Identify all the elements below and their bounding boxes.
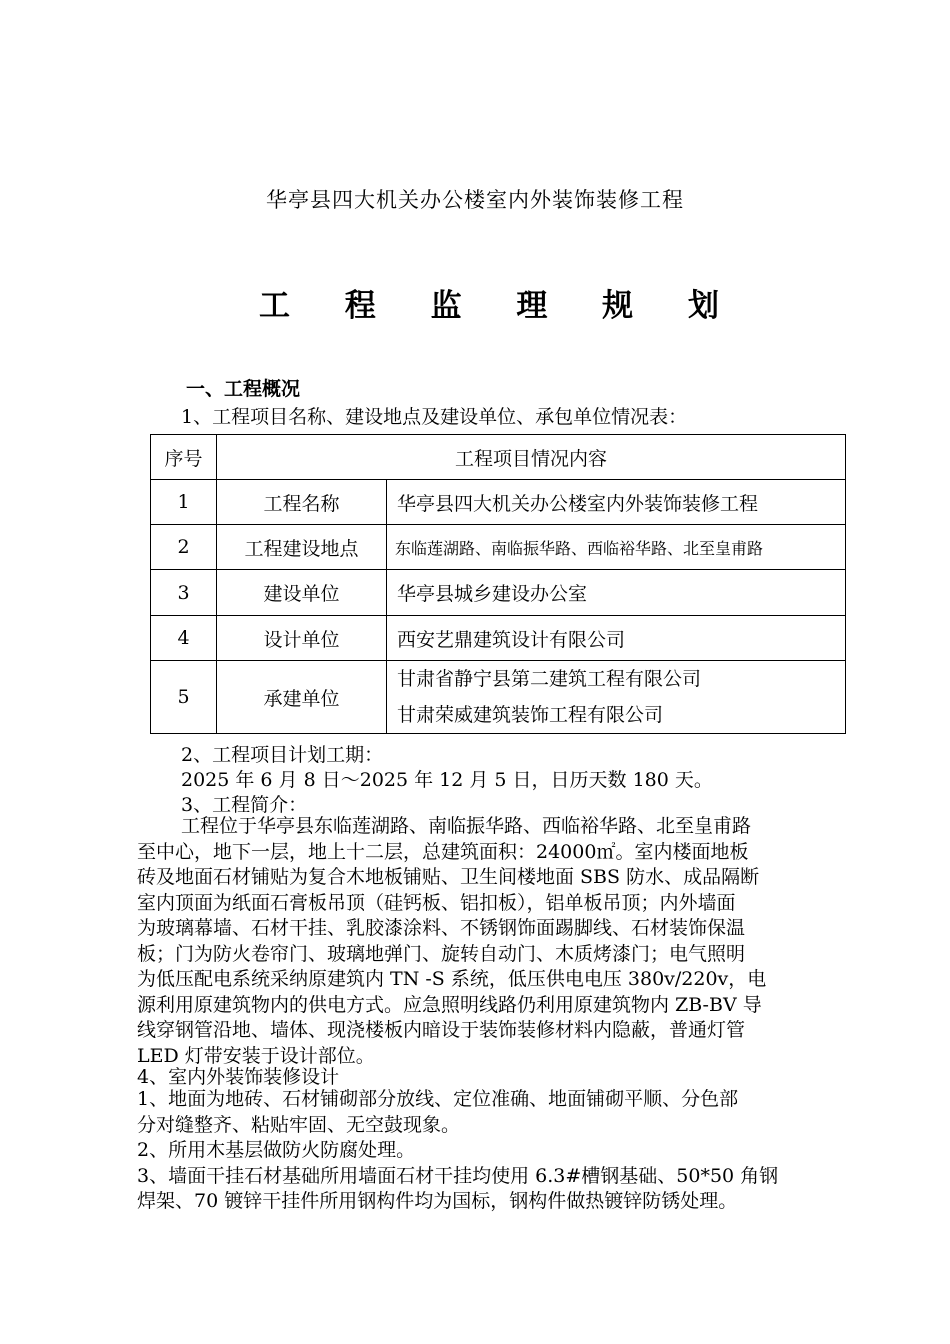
intro-line: 线穿钢管沿地、墙体、现浇楼板内暗设于装饰装修材料内隐蔽，普通灯管: [137, 1019, 746, 1041]
row-value: 华亭县四大机关办公楼室内外装饰装修工程: [387, 480, 846, 525]
header-no: 序号: [151, 435, 217, 480]
intro-line: 工程位于华亭县东临莲湖路、南临振华路、西临裕华路、北至皇甫路: [181, 815, 752, 837]
row-label: 建设单位: [217, 570, 387, 616]
item-3-heading: 3、工程简介：: [181, 794, 308, 816]
intro-paragraph: [137, 814, 859, 1069]
row-value: 华亭县城乡建设办公室: [387, 570, 846, 616]
intro-line: 板；门为防火卷帘门、玻璃地弹门、旋转自动门、木质烤漆门；电气照明: [137, 942, 746, 965]
row-no: 5: [151, 661, 217, 734]
row-no: 3: [151, 570, 217, 616]
item-2-heading: 2、工程项目计划工期：: [181, 744, 384, 766]
row-value: 东临莲湖路、南临振华路、西临裕华路、北至皇甫路: [387, 525, 846, 570]
document-title: 工 程 监 理 规 划: [259, 288, 741, 324]
row-label: 承建单位: [217, 661, 387, 734]
intro-line: 为玻璃幕墙、石材干挂、乳胶漆涂料、不锈钢饰面踢脚线、石材装饰保温: [137, 917, 746, 939]
row-label: 工程建设地点: [217, 525, 387, 570]
table-row: [151, 525, 846, 570]
project-info-table: [150, 434, 846, 734]
intro-line: 源利用原建筑物内的供电方式。应急照明线路仍利用原建筑物内 ZB-BV 导: [137, 993, 762, 1016]
intro-line: LED 灯带安装于设计部位。: [137, 1044, 375, 1067]
design-line: 3、墙面干挂石材基础所用墙面石材干挂均使用 6.3#槽钢基础、50*50 角钢: [137, 1164, 779, 1187]
table-row: [151, 570, 846, 616]
row-label: 工程名称: [217, 480, 387, 525]
item-4-heading: 4、室内外装饰装修设计: [137, 1066, 340, 1088]
intro-line: 为低压配电系统采纳原建筑内 TN -S 系统，低压供电电压 380v/220v，电: [137, 968, 767, 990]
table-header-row: [151, 435, 846, 480]
table-row: [151, 616, 846, 661]
section-heading: 一、工程概况: [186, 378, 301, 400]
header-content: 工程项目情况内容: [217, 435, 846, 480]
item-1-heading: 1、工程项目名称、建设地点及建设单位、承包单位情况表：: [181, 406, 688, 428]
design-line: 2、所用木基层做防火防腐处理。: [137, 1139, 416, 1161]
row-no: 1: [151, 480, 217, 525]
intro-line: 砖及地面石材铺贴为复合木地板铺贴、卫生间楼地面 SBS 防水、成品隔断: [137, 866, 760, 888]
intro-line: 至中心，地下一层，地上十二层，总建筑面积：24000㎡。室内楼面地板: [137, 840, 749, 863]
design-line: 焊架、70 镀锌干挂件所用钢构件均为国标，钢构件做热镀锌防锈处理。: [137, 1190, 738, 1212]
row-no: 4: [151, 616, 217, 661]
schedule-text: 2025 年 6 月 8 日～2025 年 12 月 5 日，日历天数 180 天。: [181, 769, 713, 791]
row-value: 西安艺鼎建筑设计有限公司: [387, 616, 846, 661]
row-no: 2: [151, 525, 217, 570]
table-row: [151, 480, 846, 525]
contractor-2: 甘肃荣威建筑装饰工程有限公司: [397, 704, 664, 726]
design-line: 分对缝整齐、粘贴牢固、无空鼓现象。: [137, 1113, 461, 1136]
table-row: [151, 661, 846, 734]
project-subtitle: 华亭县四大机关办公楼室内外装饰装修工程: [266, 188, 684, 212]
contractor-1: 甘肃省静宁县第二建筑工程有限公司: [397, 668, 702, 690]
design-line: 1、地面为地砖、石材铺砌部分放线、定位准确、地面铺砌平顺、分色部: [137, 1088, 739, 1110]
row-value: [387, 661, 846, 734]
intro-line: 室内顶面为纸面石膏板吊顶（硅钙板、铝扣板），铝单板吊顶；内外墙面: [137, 891, 736, 914]
design-paragraph: [137, 1087, 859, 1215]
row-label: 设计单位: [217, 616, 387, 661]
